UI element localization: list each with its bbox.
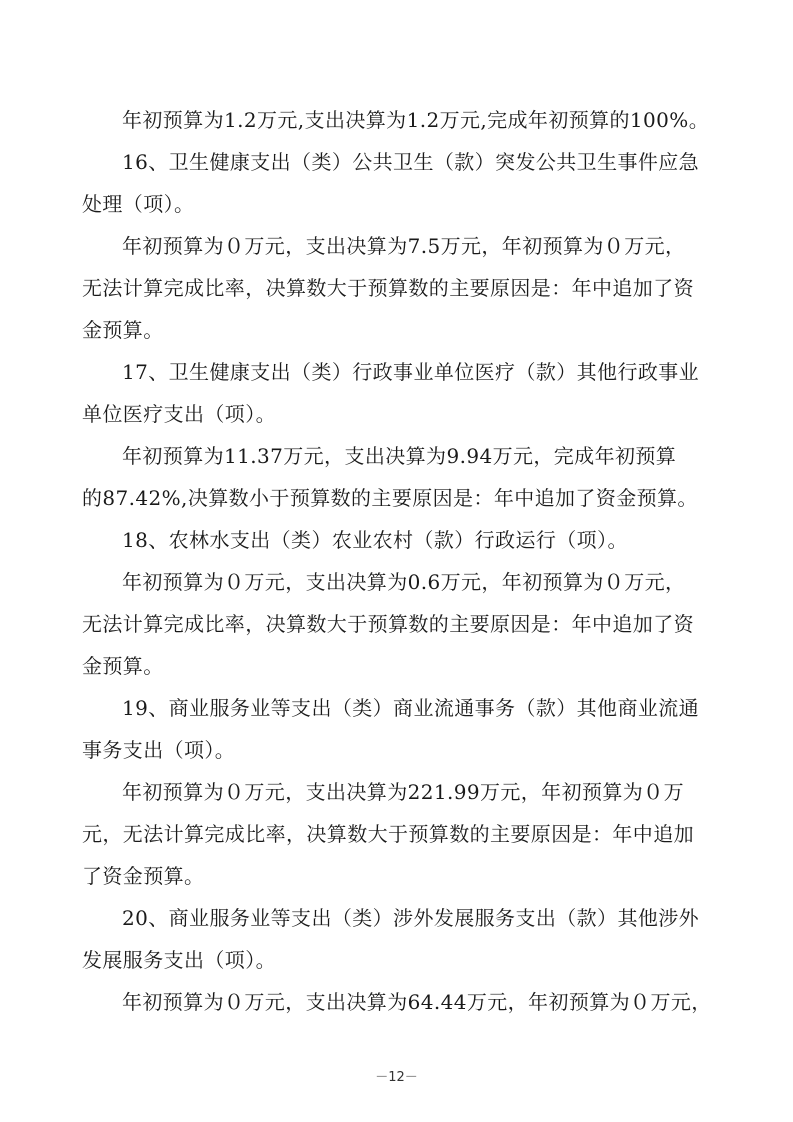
section-heading-line: 事务支出（项）。 (82, 738, 236, 762)
page-number: －12－ (375, 1070, 418, 1085)
paragraph-line: 年初预算为11.37万元，支出决算为9.94万元，完成年初预算 (122, 444, 677, 468)
paragraph-line: 年初预算为０万元，支出决算为221.99万元，年初预算为０万 (122, 780, 684, 804)
section-heading-line: 处理（项）。 (82, 192, 195, 216)
section-heading-line: 16、卫生健康支出（类）公共卫生（款）突发公共卫生事件应急 (122, 150, 700, 174)
paragraph-line: 年初预算为1.2万元,支出决算为1.2万元,完成年初预算的100%。 (122, 108, 710, 132)
section-heading-line: 单位医疗支出（项）。 (82, 402, 276, 426)
paragraph-line: 年初预算为０万元，支出决算为64.44万元，年初预算为０万元， (122, 990, 712, 1014)
paragraph-line: 无法计算完成比率，决算数大于预算数的主要原因是：年中追加了资 (82, 612, 694, 636)
paragraph-line: 元，无法计算完成比率，决算数大于预算数的主要原因是：年中追加 (82, 822, 694, 846)
section-heading-line: 17、卫生健康支出（类）行政事业单位医疗（款）其他行政事业 (122, 360, 700, 384)
section-heading-line: 20、商业服务业等支出（类）涉外发展服务支出（款）其他涉外 (122, 906, 700, 930)
section-heading-line: 19、商业服务业等支出（类）商业流通事务（款）其他商业流通 (122, 696, 700, 720)
paragraph-line: 金预算。 (82, 318, 164, 342)
paragraph-line: 年初预算为０万元，支出决算为7.5万元，年初预算为０万元， (122, 234, 686, 258)
paragraph-line: 的87.42%,决算数小于预算数的主要原因是：年中追加了资金预算。 (82, 486, 698, 510)
paragraph-line: 无法计算完成比率，决算数大于预算数的主要原因是：年中追加了资 (82, 276, 694, 300)
section-heading-line: 18、农林水支出（类）农业农村（款）行政运行（项）。 (122, 528, 628, 552)
section-heading-line: 发展服务支出（项）。 (82, 948, 276, 972)
paragraph-line: 年初预算为０万元，支出决算为0.6万元，年初预算为０万元， (122, 570, 686, 594)
paragraph-line: 了资金预算。 (82, 864, 205, 888)
paragraph-line: 金预算。 (82, 654, 164, 678)
